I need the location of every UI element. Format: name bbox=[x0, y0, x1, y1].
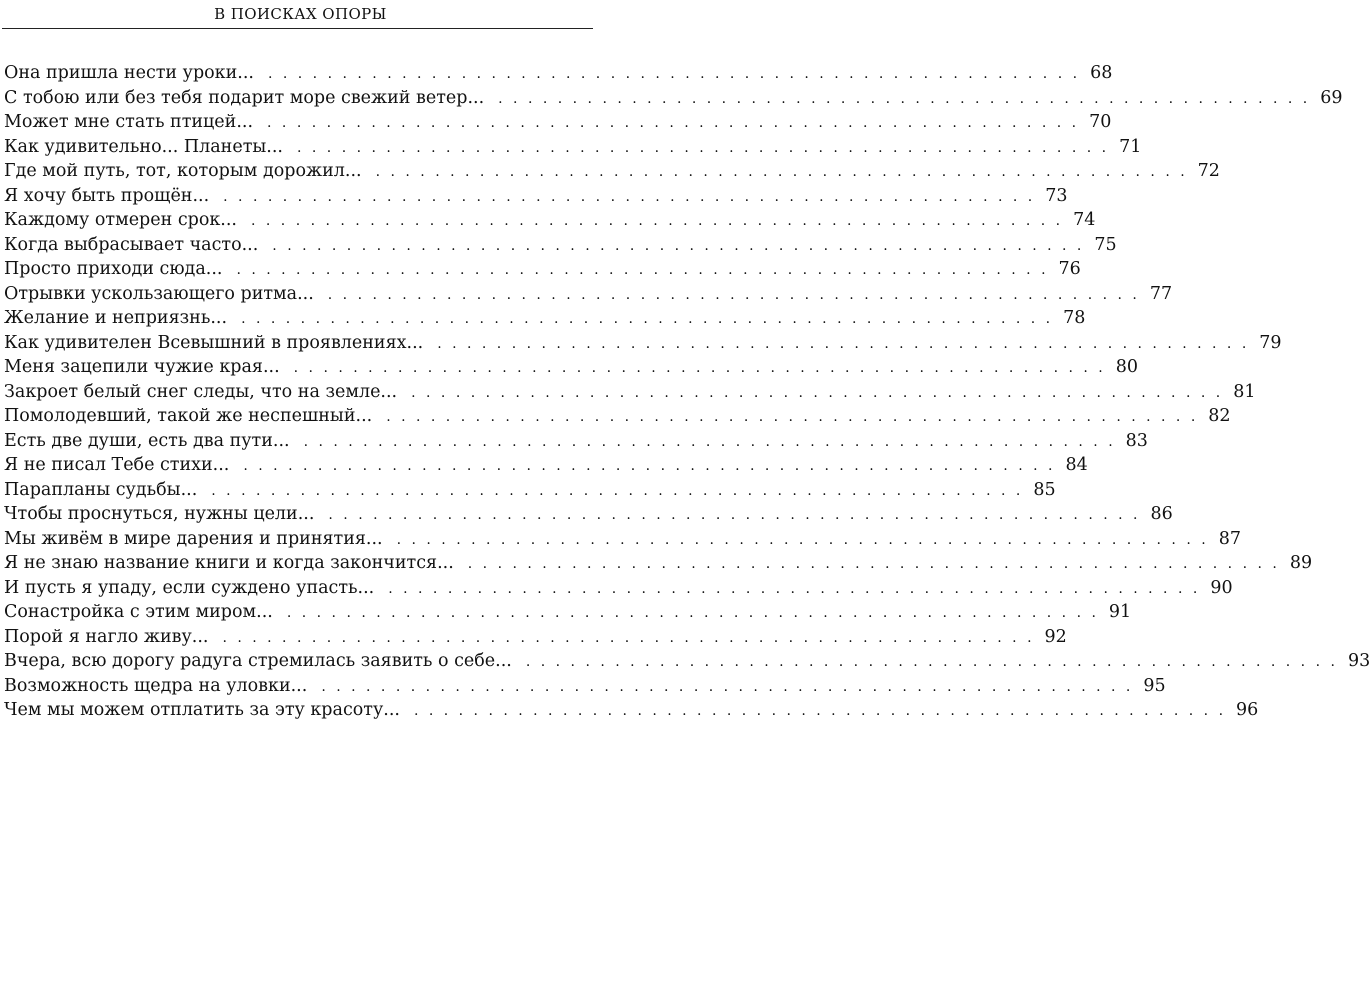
page-number: 87 bbox=[1218, 528, 1241, 549]
page-number: 69 bbox=[1320, 87, 1343, 108]
entry-title: Чем мы можем отплатить за эту красоту... bbox=[4, 700, 400, 720]
entry-title: Отрывки ускользающего ритма... bbox=[4, 283, 314, 304]
page-number: 71 bbox=[1119, 136, 1142, 157]
page-number: 86 bbox=[1150, 504, 1173, 524]
dot-leader bbox=[386, 405, 1198, 430]
dot-leader bbox=[294, 356, 1106, 381]
entry-title: Закроет белый снег следы, что на земле... bbox=[4, 381, 398, 402]
entry-title: Когда выбрасывает часто... bbox=[4, 234, 259, 255]
toc-entry bbox=[4, 674, 1166, 699]
page-number: 80 bbox=[1115, 357, 1139, 377]
entry-title: Я не писал Тебе стихи... bbox=[4, 455, 230, 475]
dot-leader bbox=[526, 650, 1338, 675]
dot-leader bbox=[268, 62, 1080, 87]
page-number: 77 bbox=[1149, 283, 1173, 304]
toc-entry bbox=[4, 257, 1081, 282]
toc-entry bbox=[4, 429, 1148, 454]
dot-leader bbox=[397, 528, 1209, 553]
page-number: 70 bbox=[1089, 112, 1112, 132]
entry-title: И пусть я упаду, если суждено упасть... bbox=[4, 577, 375, 598]
dot-leader bbox=[211, 479, 1023, 504]
dot-leader bbox=[411, 381, 1223, 406]
page-number: 84 bbox=[1065, 455, 1088, 475]
toc-entry bbox=[4, 600, 1132, 625]
entry-title: Порой я нагло живу... bbox=[4, 626, 209, 647]
toc-entry bbox=[4, 306, 1086, 331]
dot-leader bbox=[376, 160, 1188, 185]
entry-title: Меня зацепили чужие края... bbox=[4, 357, 280, 377]
toc-entry bbox=[4, 527, 1241, 552]
toc-entry bbox=[4, 453, 1088, 478]
toc-entry bbox=[4, 61, 1113, 86]
dot-leader bbox=[388, 577, 1200, 602]
page-number: 82 bbox=[1208, 406, 1231, 426]
entry-title: Желание и неприязнь... bbox=[4, 308, 228, 328]
page-number: 96 bbox=[1236, 700, 1259, 720]
page-number: 79 bbox=[1259, 332, 1282, 353]
toc-entry bbox=[4, 380, 1256, 405]
toc-entry bbox=[4, 404, 1231, 429]
entry-title: С тобою или без тебя подарит море свежий ветер... bbox=[4, 87, 485, 108]
header-rule bbox=[2, 28, 593, 29]
toc-entry bbox=[4, 159, 1220, 184]
page-number: 81 bbox=[1233, 381, 1256, 402]
entry-title: Она пришла нести уроки... bbox=[4, 63, 254, 83]
page-number: 85 bbox=[1033, 479, 1056, 500]
entry-title: Мы живём в мире дарения и принятия... bbox=[4, 528, 383, 549]
page-number: 76 bbox=[1058, 259, 1081, 279]
toc-entry bbox=[4, 110, 1112, 135]
dot-leader bbox=[437, 332, 1249, 357]
toc-entry bbox=[4, 233, 1117, 258]
dot-leader bbox=[328, 503, 1140, 528]
dot-leader bbox=[236, 258, 1048, 283]
toc-entry bbox=[4, 576, 1233, 601]
entry-title: Возможность щедра на уловки... bbox=[4, 675, 308, 696]
entry-title: Помолодевший, такой же неспешный... bbox=[4, 406, 373, 426]
page-number: 92 bbox=[1044, 626, 1067, 647]
toc-entry bbox=[4, 208, 1096, 233]
page-number: 93 bbox=[1347, 651, 1370, 671]
page-number: 68 bbox=[1090, 63, 1113, 83]
dot-leader bbox=[297, 136, 1109, 161]
dot-leader bbox=[251, 209, 1063, 234]
page-number: 83 bbox=[1125, 430, 1148, 451]
toc-entry bbox=[4, 551, 1313, 576]
dot-leader bbox=[241, 307, 1053, 332]
toc-entry bbox=[4, 135, 1142, 160]
dot-leader bbox=[414, 699, 1226, 724]
toc-entry bbox=[4, 355, 1139, 380]
entry-title: Где мой путь, тот, которым дорожил... bbox=[4, 161, 362, 181]
page-number: 91 bbox=[1108, 602, 1132, 622]
dot-leader bbox=[498, 87, 1310, 112]
entry-title: Как удивителен Всевышний в проявлениях... bbox=[4, 332, 424, 353]
toc-entry bbox=[4, 86, 1343, 111]
page-number: 89 bbox=[1289, 553, 1313, 573]
page-number: 90 bbox=[1210, 577, 1233, 598]
entry-title: Парапланы судьбы... bbox=[4, 479, 198, 500]
running-header: В ПОИСКАХ ОПОРЫ bbox=[214, 5, 387, 23]
page-number: 74 bbox=[1073, 210, 1096, 230]
entry-title: Я хочу быть прощён... bbox=[4, 185, 210, 206]
dot-leader bbox=[243, 454, 1055, 479]
entry-title: Может мне стать птицей... bbox=[4, 112, 254, 132]
dot-leader bbox=[287, 601, 1099, 626]
dot-leader bbox=[267, 111, 1079, 136]
dot-leader bbox=[222, 626, 1034, 651]
toc-entry bbox=[4, 502, 1173, 527]
dot-leader bbox=[468, 552, 1280, 577]
dot-leader bbox=[304, 430, 1116, 455]
entry-title: Чтобы проснуться, нужны цели... bbox=[4, 504, 315, 524]
page-number: 75 bbox=[1094, 234, 1117, 255]
toc-entry bbox=[4, 649, 1370, 674]
entry-title: Вчера, всю дорогу радуга стремилась заявить о себе... bbox=[4, 651, 512, 671]
entry-title: Сонастройка с этим миром... bbox=[4, 602, 273, 622]
dot-leader bbox=[328, 283, 1140, 308]
page-number: 73 bbox=[1045, 185, 1068, 206]
toc-entry bbox=[4, 184, 1068, 209]
toc-entry bbox=[4, 282, 1173, 307]
dot-leader bbox=[321, 675, 1133, 700]
entry-title: Просто приходи сюда... bbox=[4, 259, 223, 279]
toc-entry bbox=[4, 625, 1067, 650]
entry-title: Есть две души, есть два пути... bbox=[4, 430, 290, 451]
entry-title: Как удивительно... Планеты... bbox=[4, 136, 283, 157]
page-number: 95 bbox=[1143, 675, 1166, 696]
dot-leader bbox=[272, 234, 1084, 259]
dot-leader bbox=[223, 185, 1035, 210]
table-of-contents bbox=[4, 61, 1370, 723]
toc-entry bbox=[4, 331, 1282, 356]
page-number: 72 bbox=[1197, 161, 1220, 181]
toc-entry bbox=[4, 698, 1259, 723]
entry-title: Я не знаю название книги и когда закончится... bbox=[4, 553, 454, 573]
entry-title: Каждому отмерен срок... bbox=[4, 210, 237, 230]
toc-entry bbox=[4, 478, 1056, 503]
page-number: 78 bbox=[1063, 308, 1086, 328]
